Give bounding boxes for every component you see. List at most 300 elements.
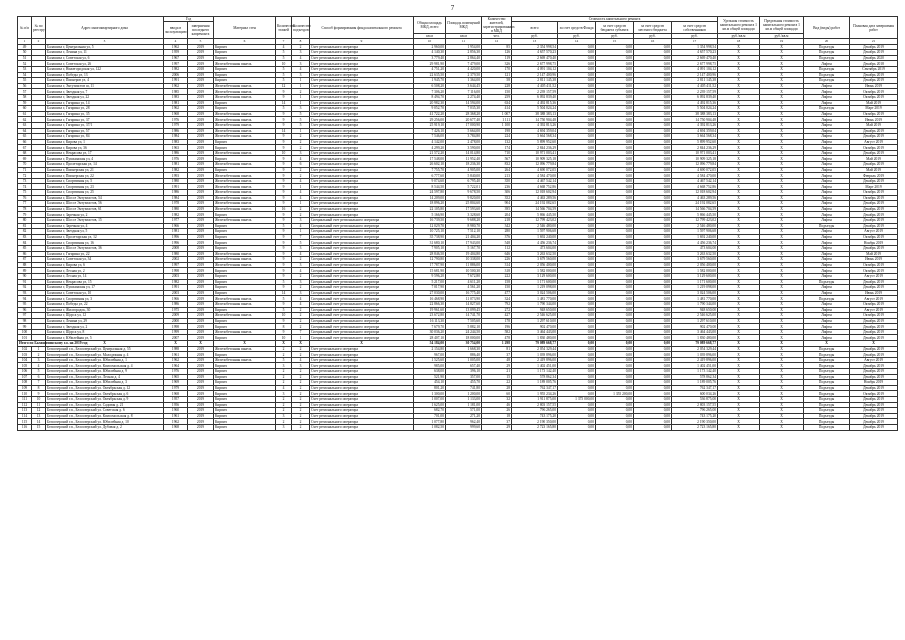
table-cell: 4 751,20 [414, 66, 446, 72]
table-cell: X [760, 178, 804, 184]
table-cell: 0,00 [596, 245, 634, 251]
table-cell: 9 678,50 [446, 190, 482, 196]
table-cell: 3 263 632,50 [672, 251, 718, 257]
table-cell: X [718, 301, 760, 307]
table-cell: 1986 [164, 301, 188, 307]
table-cell: 4 [292, 190, 310, 196]
table-cell: 4 [292, 55, 310, 61]
table-cell: 3 [292, 72, 310, 78]
column-number: 17 [672, 39, 718, 45]
table-cell: X [760, 122, 804, 128]
table-cell: 1962 [164, 44, 188, 50]
header-cost-total: всего [512, 22, 558, 34]
table-cell: 0,00 [558, 307, 596, 313]
table-cell: 0,00 [558, 369, 596, 375]
table-cell: Кирпич [214, 380, 276, 386]
subtotal-cell: X [310, 341, 414, 347]
subtotal-cell: 54 184,00 [414, 341, 446, 347]
table-cell: 2009 [164, 313, 188, 319]
table-cell: 1969 [164, 380, 188, 386]
table-cell: 3 [276, 363, 292, 369]
table-cell: Специальный счет регионального оператора [310, 313, 414, 319]
table-cell: 16 113,30 [414, 318, 446, 324]
table-cell: Май 2019 [850, 156, 898, 162]
table-cell: 4 [276, 385, 292, 391]
table-cell: Декабрь 2019 [850, 285, 898, 291]
table-cell: X [760, 245, 804, 251]
table-cell: X [718, 206, 760, 212]
page-number: 7 [450, 4, 455, 12]
column-number: 15 [596, 39, 634, 45]
table-cell: X [760, 273, 804, 279]
table-cell: Подъезды [804, 419, 850, 425]
table-cell: 6 [32, 374, 46, 380]
table-cell: 0,00 [596, 89, 634, 95]
table-cell: 2003 [164, 290, 188, 296]
table-cell: 12 029,70 [414, 223, 446, 229]
table-cell: 9 [276, 195, 292, 201]
table-cell: 5 840,00 [446, 173, 482, 179]
table-cell: Балашиха г, Советская ул, 34 [46, 257, 164, 263]
table-cell: 9 [276, 89, 292, 95]
column-number: 5 [188, 39, 214, 45]
unit-rub-1: руб. [512, 34, 558, 39]
table-cell: 111 [18, 397, 32, 403]
table-cell: 2 [292, 374, 310, 380]
table-cell: 9 [276, 139, 292, 145]
table-cell: 19 961,60 [414, 307, 446, 313]
table-cell: 17 000,90 [446, 122, 482, 128]
header-method: Способ формирования фонда капитального ремонта [310, 17, 414, 39]
table-cell: Кирпич [214, 50, 276, 56]
table-cell: 4 492 815,36 [672, 100, 718, 106]
table-cell: Декабрь 2019 [850, 374, 898, 380]
table-cell: 272 [482, 307, 512, 313]
table-cell: Белоозерский г.п., Белоозерский ул. Октябрьская д. 6 [46, 391, 164, 397]
table-cell: Подъезды [804, 78, 850, 84]
table-cell: 0,00 [558, 380, 596, 386]
table-cell: 0,00 [558, 78, 596, 84]
table-cell: Подъезды [804, 346, 850, 352]
header-area-living: Площадь помещений МКД [446, 17, 482, 34]
table-cell: 2 056 400,00 [672, 262, 718, 268]
table-cell: 1 300,00 [414, 391, 446, 397]
table-cell: Белоозерский г.п., Белоозерский ул. Дубовая д. 2 [46, 424, 164, 430]
header-date: Плановая дата завершения работ [850, 17, 898, 39]
table-cell: 9 [276, 301, 292, 307]
table-cell: X [718, 162, 760, 168]
table-cell: 121 [482, 72, 512, 78]
table-cell: 0,00 [558, 424, 596, 430]
table-cell: Май 2019 [850, 100, 898, 106]
table-cell: 9 [276, 240, 292, 246]
table-cell: Счет регионального оператора [310, 111, 414, 117]
table-cell: 0,00 [634, 380, 672, 386]
table-cell: X [718, 128, 760, 134]
table-cell: 271,20 [446, 413, 482, 419]
table-cell: 2 [292, 346, 310, 352]
table-cell: Железобетонная панель [214, 134, 276, 140]
table-cell: Лифты [804, 128, 850, 134]
table-cell: 204 [482, 212, 512, 218]
table-cell: 0,00 [596, 173, 634, 179]
table-cell: Кирпич [214, 78, 276, 84]
table-cell: 1 625,00 [414, 402, 446, 408]
table-cell: 53 [18, 66, 32, 72]
table-cell: 1999 [164, 329, 188, 335]
table-cell: 132 [482, 139, 512, 145]
table-cell: 1981 [164, 162, 188, 168]
table-cell: 2 [292, 139, 310, 145]
table-cell: 1997 [164, 61, 188, 67]
table-cell: 7 755,70 [414, 167, 446, 173]
table-cell: 1979 [164, 122, 188, 128]
table-cell: 59 [18, 100, 32, 106]
table-cell: 109 [18, 385, 32, 391]
table-cell: X [718, 72, 760, 78]
table-cell: Май 2019 [850, 251, 898, 257]
table-cell: Счет регионального оператора [310, 190, 414, 196]
table-cell: 2019 [188, 100, 214, 106]
table-cell: X [718, 190, 760, 196]
table-cell: Балашиха г, Шоссе Энтузиастов, 56 [46, 201, 164, 207]
table-cell: X [718, 296, 760, 302]
table-cell: X [760, 50, 804, 56]
table-cell: Кирпич [214, 145, 276, 151]
table-cell: 0,00 [596, 385, 634, 391]
table-cell: 2019 [188, 262, 214, 268]
table-cell: 1 481 770,00 [512, 296, 558, 302]
table-cell: 85 [482, 44, 512, 50]
table-cell: 17 593,60 [446, 206, 482, 212]
table-cell: Декабрь 2019 [850, 419, 898, 425]
table-cell: 14 566 704,59 [672, 206, 718, 212]
table-cell: 9 [276, 262, 292, 268]
table-cell: 2 239 157,59 [672, 89, 718, 95]
table-cell: 7 [292, 329, 310, 335]
table-cell: X [718, 44, 760, 50]
table-cell: 1 354 998,54 [672, 44, 718, 50]
table-cell: Кирпич [214, 55, 276, 61]
table-cell: Балашиха г, Звездная ул, 7 [46, 89, 164, 95]
table-cell: 5 [292, 122, 310, 128]
table-cell: 4 467 542,14 [672, 178, 718, 184]
table-cell: 97 [18, 313, 32, 319]
table-cell: Декабрь 2019 [850, 162, 898, 168]
table-cell: 23 672,80 [414, 313, 446, 319]
table-cell: X [718, 273, 760, 279]
table-cell: Октябрь 2019 [850, 234, 898, 240]
table-cell: 9 [276, 285, 292, 291]
table-cell: 1 692 240,00 [512, 234, 558, 240]
table-cell: X [760, 229, 804, 235]
table-cell: 236 [482, 184, 512, 190]
table-cell: Лифты [804, 156, 850, 162]
table-cell: Лифты [804, 307, 850, 313]
table-cell: Лифты [804, 324, 850, 330]
table-cell: X [760, 145, 804, 151]
table-cell: Декабрь 2019 [850, 352, 898, 358]
table-cell: Балашиха г, Кирова ул, 6 [46, 262, 164, 268]
table-cell: Лифты [804, 251, 850, 257]
table-cell: 2019 [188, 324, 214, 330]
table-cell: Счет регионального оператора [310, 55, 414, 61]
table-cell: Железобетонная панель [214, 357, 276, 363]
table-cell: 1966 [164, 296, 188, 302]
table-cell: 2019 [188, 218, 214, 224]
table-cell: Декабрь 2019 [850, 212, 898, 218]
table-cell: Декабрь 2019 [850, 223, 898, 229]
table-cell: 1977 [164, 218, 188, 224]
table-cell: Специальный счет регионального оператора [310, 268, 414, 274]
column-number: 2 [32, 39, 46, 45]
table-cell: 3 590,00 [446, 145, 482, 151]
table-cell: 0,00 [596, 413, 634, 419]
table-cell: 3 784,80 [446, 134, 482, 140]
table-cell: X [718, 346, 760, 352]
table-cell: 2019 [188, 162, 214, 168]
table-cell: Декабрь 2019 [850, 369, 898, 375]
header-year-repair: завершения последнего капремонта [188, 22, 214, 39]
table-cell: 7 546,00 [414, 134, 446, 140]
table-cell: 0,00 [558, 318, 596, 324]
table-cell: 2 [276, 408, 292, 414]
table-cell: Подъезды [804, 66, 850, 72]
table-cell: Счет регионального оператора [310, 150, 414, 156]
table-cell: 1986 [164, 128, 188, 134]
table-cell: Железобетонная панель [214, 61, 276, 67]
table-cell: Балашиха г, Некрасова ул, 17 [46, 150, 164, 156]
table-cell: Специальный счет регионального оператора [310, 296, 414, 302]
table-cell: 0,00 [596, 301, 634, 307]
table-cell: 0,00 [558, 352, 596, 358]
table-cell: 2 803 157,55 [512, 402, 558, 408]
table-cell: 7 017,90 [414, 285, 446, 291]
table-cell: 3 129 600,00 [512, 273, 558, 279]
table-cell: 9 [276, 201, 292, 207]
table-cell: 2019 [188, 245, 214, 251]
table-cell: 478 [482, 335, 512, 341]
table-cell: 2 354 998,54 [512, 44, 558, 50]
table-cell: 3 [292, 61, 310, 67]
table-cell: 2 419 896,00 [512, 357, 558, 363]
table-cell: 1 [292, 184, 310, 190]
table-cell: 21 [482, 369, 512, 375]
table-cell: 1991 [164, 285, 188, 291]
table-cell: 2019 [188, 83, 214, 89]
table-cell: 100 [18, 329, 32, 335]
table-cell: Счет регионального оператора [310, 106, 414, 112]
table-cell: 3 024 506,00 [512, 290, 558, 296]
table-cell: 2 [292, 44, 310, 50]
table-cell: X [760, 313, 804, 319]
table-cell: 1 582 000,00 [512, 268, 558, 274]
table-cell: Кирпич [214, 245, 276, 251]
table-cell: 1 133,00 [446, 397, 482, 403]
table-cell: Железобетонная панель [214, 122, 276, 128]
table-cell: X [760, 218, 804, 224]
table-cell: 1 [292, 128, 310, 134]
table-cell: 1991 [164, 184, 188, 190]
table-cell: 18 896,20 [414, 201, 446, 207]
table-cell: 1984 [164, 134, 188, 140]
table-cell: Ноябрь 2019 [850, 380, 898, 386]
table-cell: 1 364,00 [446, 78, 482, 84]
table-cell: 7 426,10 [414, 128, 446, 134]
table-cell: 126 [482, 50, 512, 56]
table-cell: 473 604,00 [672, 245, 718, 251]
table-cell: 2019 [188, 369, 214, 375]
table-cell: 5 722,01 [446, 184, 482, 190]
table-cell: 4 668 752,86 [672, 184, 718, 190]
table-cell: 2019 [188, 139, 214, 145]
table-cell: Декабрь 2019 [850, 329, 898, 335]
table-cell: 98 [18, 318, 32, 324]
table-cell: 886,40 [446, 352, 482, 358]
table-cell: 1 597 906,68 [512, 229, 558, 235]
table-cell: X [760, 369, 804, 375]
table-cell: Специальный счет регионального оператора [310, 279, 414, 285]
table-cell: Ноябрь 2019 [850, 240, 898, 246]
table-cell: 21 404,20 [446, 234, 482, 240]
header-wall: Материал стен [214, 17, 276, 39]
table-cell: 2 [292, 352, 310, 358]
table-cell: Декабрь 2019 [850, 424, 898, 430]
table-cell: 0,00 [558, 44, 596, 50]
table-cell: 2 [292, 206, 310, 212]
table-cell: X [718, 397, 760, 403]
table-cell: 14 [276, 290, 292, 296]
table-cell: X [760, 268, 804, 274]
table-cell: Декабрь 2019 [850, 318, 898, 324]
table-cell: Специальный счет регионального оператора [310, 218, 414, 224]
table-cell: 83 [18, 234, 32, 240]
table-cell: 1 955 234,26 [512, 391, 558, 397]
table-cell: X [760, 257, 804, 263]
unit-rub-sqm-1: руб./кв.м [718, 34, 760, 39]
table-cell: 5 [292, 111, 310, 117]
table-cell: 0,00 [634, 352, 672, 358]
table-cell: Счет регионального оператора [310, 167, 414, 173]
table-cell: Подъезды [804, 296, 850, 302]
table-cell: Белоозерский г.п., Белоозерский ул. Садовая д. 21 [46, 402, 164, 408]
table-cell: 2019 [188, 201, 214, 207]
table-cell: X [718, 380, 760, 386]
table-cell: 1979 [164, 385, 188, 391]
table-cell: 0,00 [634, 324, 672, 330]
table-cell: 2 546 625,00 [672, 313, 718, 319]
table-cell: 0,00 [558, 240, 596, 246]
table-cell: Лифты [804, 318, 850, 324]
table-cell: 0,00 [558, 357, 596, 363]
table-cell: 0,00 [596, 346, 634, 352]
table-cell: 89 [18, 268, 32, 274]
table-cell: 0,00 [558, 111, 596, 117]
table-cell: 3 464 443,00 [672, 329, 718, 335]
table-cell: 9 [276, 173, 292, 179]
table-cell: 2019 [188, 229, 214, 235]
table-cell: Лифты [804, 329, 850, 335]
table-cell: 2 [292, 408, 310, 414]
table-cell: 2 274,40 [446, 94, 482, 100]
table-cell: X [760, 363, 804, 369]
table-cell: 0,00 [596, 419, 634, 425]
table-cell: 0,00 [596, 402, 634, 408]
table-cell: 0,00 [634, 318, 672, 324]
table-cell: Железобетонная панель [214, 83, 276, 89]
table-cell: Железобетонная панель [214, 117, 276, 123]
table-cell: 0,00 [558, 173, 596, 179]
table-cell: Кирпич [214, 212, 276, 218]
table-cell: Кирпич [214, 307, 276, 313]
header-year-built: ввода в эксплуатацию [164, 22, 188, 39]
table-cell: 9 [276, 218, 292, 224]
table-cell: X [760, 134, 804, 140]
table-cell: Железобетонная панель [214, 178, 276, 184]
table-cell: X [718, 55, 760, 61]
table-cell: 12 096 779,84 [672, 162, 718, 168]
table-cell: 0,00 [596, 324, 634, 330]
table-cell: Балашиха г, Спортивная ул, 16 [46, 240, 164, 246]
table-cell: Кирпич [214, 391, 276, 397]
table-cell: Кирпич [214, 318, 276, 324]
table-cell: 9 [276, 190, 292, 196]
table-cell: Лифты [804, 212, 850, 218]
table-cell: 1957 [164, 397, 188, 403]
table-cell: Кирпич [214, 335, 276, 341]
subtotal-cell: X [164, 341, 188, 347]
table-cell: 477 [482, 290, 512, 296]
table-cell: 548 [482, 240, 512, 246]
table-cell: 2019 [188, 279, 214, 285]
table-cell: 0,00 [558, 128, 596, 134]
table-cell: 0,00 [634, 201, 672, 207]
table-cell: Железобетонная панель [214, 184, 276, 190]
table-cell: 4 561,20 [446, 285, 482, 291]
table-cell: Июнь 2019 [850, 117, 898, 123]
table-cell: Белоозерский г.п., Белоозерский ул. Юбилейная д. 9 [46, 369, 164, 375]
table-cell: 7 306,20 [414, 89, 446, 95]
table-cell: Счет регионального оператора [310, 397, 414, 403]
table-cell: 2019 [188, 301, 214, 307]
table-cell: 1968 [164, 111, 188, 117]
table-cell: 2 154,80 [414, 346, 446, 352]
subtotal-cell: 79 089 668,77 [512, 341, 558, 347]
table-cell: Балашиха г, Пушкинская ул, 4 [46, 156, 164, 162]
table-cell: X [760, 139, 804, 145]
table-cell: Железобетонная панель [214, 195, 276, 201]
table-cell: 4 420,00 [446, 66, 482, 72]
table-cell: 226 [482, 257, 512, 263]
table-cell: 1964 [164, 363, 188, 369]
table-cell: 58 [18, 94, 32, 100]
unit-rub-5: руб. [672, 34, 718, 39]
table-cell: 0,00 [558, 201, 596, 207]
table-cell: 4 456 236,74 [672, 240, 718, 246]
table-row [18, 424, 898, 430]
table-cell: 25 919,10 [414, 122, 446, 128]
table-cell: 5 [292, 240, 310, 246]
table-cell: 158 [482, 279, 512, 285]
table-cell: 15 [32, 424, 46, 430]
table-cell: 0,00 [634, 139, 672, 145]
column-number: 3 [46, 39, 164, 45]
table-cell: 1 668,30 [446, 346, 482, 352]
table-cell: 0,00 [634, 391, 672, 397]
table-cell: 1983 [164, 94, 188, 100]
table-cell: 0,00 [558, 162, 596, 168]
table-cell: 2019 [188, 44, 214, 50]
